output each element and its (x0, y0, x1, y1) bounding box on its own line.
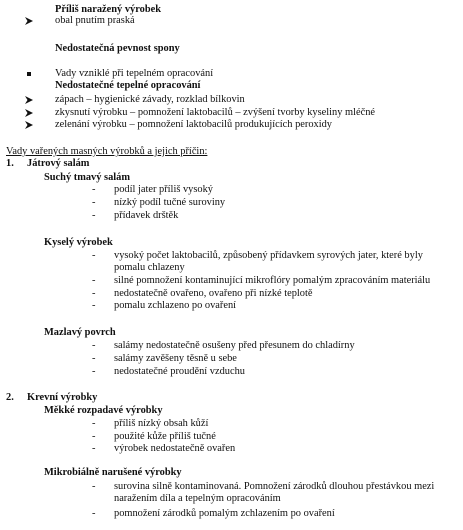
dash-bullet: - (92, 184, 96, 195)
heading-overstuffed-product: Příliš naražený výrobek (55, 4, 162, 15)
list-item: pomnožení zárodků pomalým zchlazením po ovaření (114, 508, 335, 519)
arrow-bullet-icon (24, 95, 34, 105)
dash-bullet: - (92, 288, 96, 299)
dash-bullet: - (92, 250, 96, 261)
dash-bullet: - (92, 197, 96, 208)
dash-bullet: - (92, 210, 96, 221)
list-item: salámy zavěšeny těsně u sebe (114, 353, 237, 364)
dash-bullet: - (92, 443, 96, 454)
list-item: vysoký počet laktobacilů, způsobený přídavkem syrových jater, které byly (114, 250, 423, 261)
dash-bullet: - (92, 418, 96, 429)
group-title-liver-salami: Játrový salám (27, 158, 90, 169)
heading-insufficient-binding: Nedostatečná pevnost spony (55, 43, 180, 54)
subgroup-title: Mazlavý povrch (44, 327, 116, 338)
list-item: nedostatečně ovařeno, ovařeno při nízké teplotě (114, 288, 313, 299)
dash-bullet: - (92, 366, 96, 377)
subgroup-title: Kyselý výrobek (44, 237, 113, 248)
group-number: 1. (6, 158, 14, 169)
list-item: přídavek drštěk (114, 210, 179, 221)
dash-bullet: - (92, 481, 96, 492)
list-item: obal pnutím praská (55, 15, 135, 26)
subgroup-title: Mikrobiálně narušené výrobky (44, 467, 182, 478)
list-item: Vady vzniklé při tepelném opracování (55, 68, 214, 79)
list-item-continuation: naražením díla a tepelným opracováním (114, 493, 281, 504)
dash-bullet: - (92, 353, 96, 364)
list-item: nízký podíl tučné suroviny (114, 197, 226, 208)
list-item: surovina silně kontaminovaná. Pomnožení zárodků dlouhou přestávkou mezi (114, 481, 435, 492)
dash-bullet: - (92, 508, 96, 519)
list-item-continuation: pomalu chlazeny (114, 262, 185, 273)
list-item: použité kůže příliš tučné (114, 431, 216, 442)
list-item: zkysnutí výrobku – pomnožení laktobacilů – zvýšení tvorby kyseliny mléčné (55, 107, 376, 118)
subgroup-title: Suchý tmavý salám (44, 172, 131, 183)
list-item: silné pomnožení kontaminující mikroflóry pomalým zpracováním materiálu (114, 275, 431, 286)
arrow-bullet-icon (24, 108, 34, 118)
list-item: příliš nízký obsah kůží (114, 418, 209, 429)
dash-bullet: - (92, 340, 96, 351)
square-bullet-icon (24, 69, 34, 79)
list-item: zelenání výrobku – pomnožení laktobacilů produkujících peroxidy (55, 119, 333, 130)
arrow-bullet-icon (24, 120, 34, 130)
dash-bullet: - (92, 431, 96, 442)
list-item: salámy nedostatečně osušeny před přesunem do chladírny (114, 340, 355, 351)
list-item: pomalu zchlazeno po ovaření (114, 300, 237, 311)
list-item: zápach – hygienické závady, rozklad bílkovin (55, 94, 245, 105)
arrow-bullet-icon (24, 16, 34, 26)
subheading-insufficient-heat: Nedostatečné tepelné opracování (55, 80, 201, 91)
group-number: 2. (6, 392, 14, 403)
dash-bullet: - (92, 300, 96, 311)
list-item: nedostatečné proudění vzduchu (114, 366, 245, 377)
dash-bullet: - (92, 275, 96, 286)
group-title-blood-products: Krevní výrobky (27, 392, 98, 403)
list-item: podíl jater příliš vysoký (114, 184, 213, 195)
subgroup-title: Měkké rozpadavé výrobky (44, 405, 163, 416)
list-item: výrobek nedostatečně ovařen (114, 443, 236, 454)
section-title-cooked-products: Vady vařených masných výrobků a jejich příčin: (6, 146, 208, 157)
